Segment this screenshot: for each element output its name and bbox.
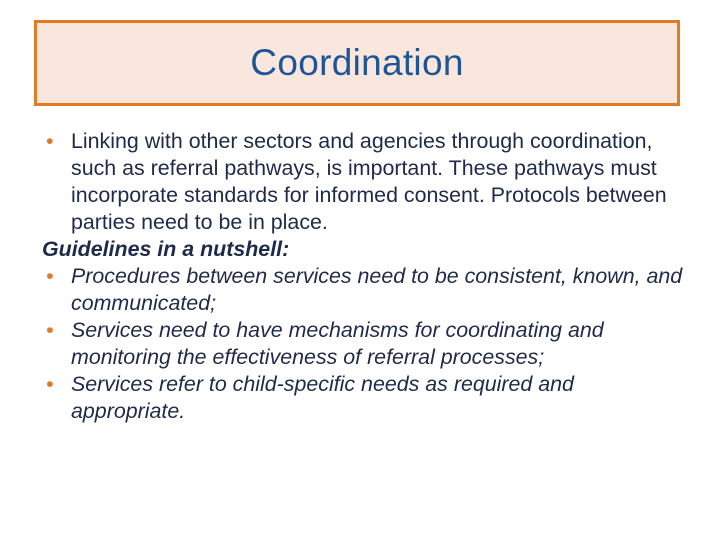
bullet-marker: •	[46, 372, 54, 396]
slide-title: Coordination	[250, 42, 464, 83]
slide-body	[42, 128, 692, 425]
guideline-text: Services refer to child-specific needs as required and appropriate.	[71, 372, 574, 423]
guideline-item	[42, 263, 692, 317]
title-box	[34, 20, 680, 106]
bullet-marker: •	[46, 264, 54, 288]
guideline-text: Procedures between services need to be consistent, known, and communicated;	[71, 264, 683, 315]
guideline-item	[42, 317, 692, 371]
bullet-marker: •	[46, 129, 54, 153]
bullet-intro	[42, 128, 692, 236]
guidelines-heading: Guidelines in a nutshell:	[42, 237, 290, 261]
guideline-item	[42, 371, 692, 425]
guideline-text: Services need to have mechanisms for coordinating and monitoring the effectiveness of referral processes;	[71, 318, 604, 369]
bullet-intro-text: Linking with other sectors and agencies through coordination, such as referral pathways, is important. These pathways must incorporate standards for informed consent. Protocols between parties need to be in place.	[71, 129, 667, 234]
bullet-marker: •	[46, 318, 54, 342]
